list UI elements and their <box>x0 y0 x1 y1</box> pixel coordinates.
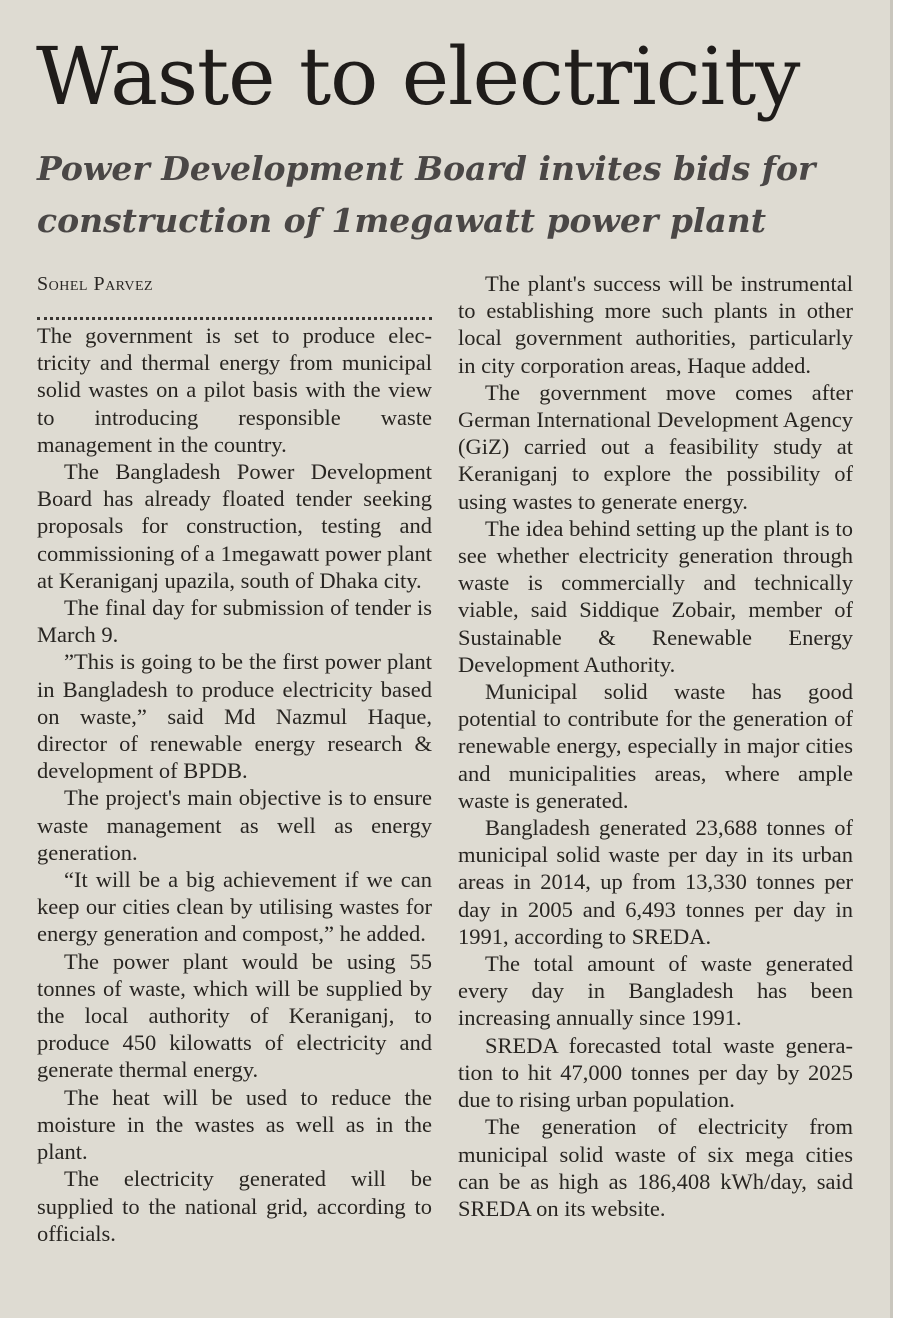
paragraph: The electricity generated will be supplied to the national grid, according to officials. <box>37 1166 432 1246</box>
paragraph: Bangladesh generated 23,688 tonnes of municipal solid waste per day in its urban areas in 2014, up from 13,330 tonnes per day in 2005 and 6,493 tonnes per day in 1991, according to SREDA. <box>458 815 853 949</box>
paragraph: “It will be a big achievement if we can keep our cities clean by utilising wastes for energy generation and compost,” he added. <box>37 867 432 947</box>
paragraph: The project's main objective is to ensure waste management as well as energy generation. <box>37 785 432 865</box>
paragraph: The plant's success will be instrumental to establishing more such plants in other local government authorities, particularly in city corporation areas, Haque added. <box>458 271 853 378</box>
right-column <box>458 270 853 1222</box>
paragraph: SREDA forecasted total waste generation to hit 47,000 tonnes per day by 2025 due to rising urban population. <box>458 1032 853 1113</box>
paragraph: The idea behind setting up the plant is to see whether electricity generation through waste is commercially and technically viable, said Siddique Zobair, member of Sustainable & Renewable Energy Development Authority. <box>458 515 853 677</box>
paragraph: Municipal solid waste has good potential to contribute for the generation of renewable energy, especially in major cities and municipalities areas, where ample waste is generated. <box>458 679 853 813</box>
paragraph: The heat will be used to reduce the moisture in the wastes as well as in the plant. <box>37 1084 432 1165</box>
paragraph: The Bangladesh Power Development Board has already floated tender seeking proposals for construction, testing and commissioning of a 1megawatt power plant at Keraniganj upazila, south of Dhaka city. <box>37 459 432 593</box>
paragraph: The government is set to produce electricity and thermal energy from municipal solid wastes on a pilot basis with the view to introducing responsible waste management in the country. <box>37 323 432 457</box>
left-column <box>37 270 432 1247</box>
paragraph: The generation of electricity from municipal solid waste of six mega cities can be as high as 186,408 kWh/day, said SREDA on its website. <box>458 1114 853 1221</box>
dotted-divider <box>37 298 432 320</box>
headline: Waste to electricity <box>36 30 800 123</box>
paragraph: ”This is going to be the first power plant in Bangladesh to produce electricity based on waste,” said Md Nazmul Haque, director of renewable energy research & development of BPDB. <box>37 649 432 784</box>
byline: Sohel Parvez <box>37 273 154 295</box>
paragraph: The final day for submission of tender is March 9. <box>37 595 432 648</box>
subheadline: Power Development Board invites bids for construction of 1megawatt power plant <box>37 149 816 240</box>
paragraph: The government move comes after German International Development Agency (GiZ) carried out a feasibility study at Keraniganj to explore the possibility of using wastes to generate energy. <box>458 379 853 514</box>
paragraph: The total amount of waste generated every day in Bangladesh has been increasing annually since 1991. <box>458 951 853 1031</box>
paragraph: The power plant would be using 55 tonnes of waste, which will be supplied by the local authority of Keraniganj, to produce 450 kilowatts of electricity and generate thermal energy. <box>37 948 432 1083</box>
